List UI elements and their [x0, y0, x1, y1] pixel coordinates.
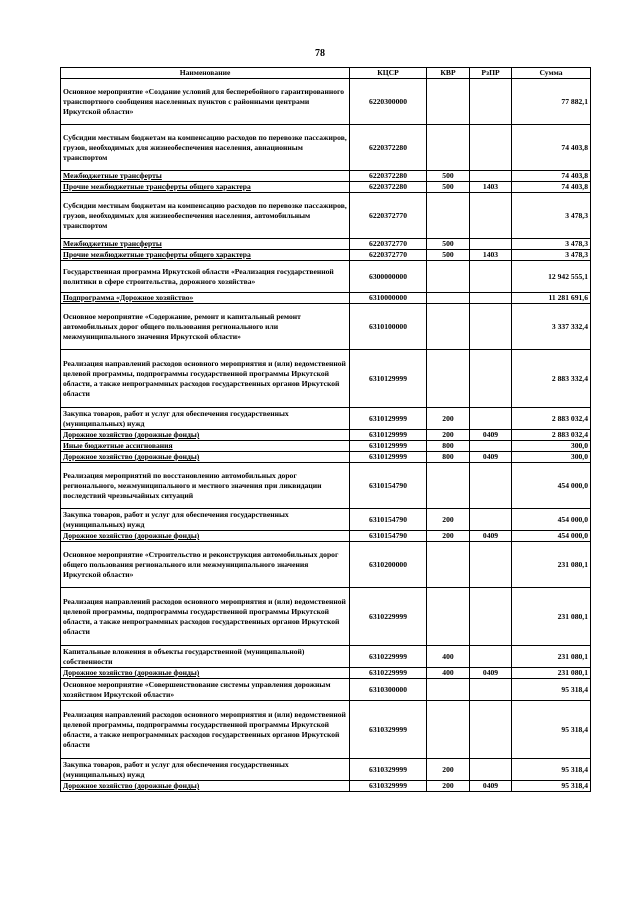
cell-sum: 12 942 555,1: [512, 261, 591, 293]
cell-rzpr: 0409: [470, 430, 512, 441]
cell-sum: 77 882,1: [512, 79, 591, 125]
table-row: [61, 171, 591, 182]
cell-sum: 300,0: [512, 452, 591, 463]
cell-kvr: [427, 125, 470, 171]
cell-name: [61, 239, 350, 250]
table-row: [61, 304, 591, 350]
cell-code: 6220372770: [350, 239, 427, 250]
header-name: Наименование: [61, 68, 350, 79]
cell-rzpr: 0409: [470, 531, 512, 542]
header-rzpr: РзПР: [470, 68, 512, 79]
header-kvr: КВР: [427, 68, 470, 79]
cell-kvr: 200: [427, 408, 470, 430]
cell-code: 6310329999: [350, 701, 427, 759]
cell-code: 6310154790: [350, 531, 427, 542]
cell-name: Основное мероприятие «Содержание, ремонт и капитальный ремонт автомобильных дорог общего пользования регионального или межмуниципального значения Иркутской области»: [61, 304, 350, 350]
table-row: [61, 125, 591, 171]
cell-name: Основное мероприятие «Строительство и реконструкция автомобильных дорог общего пользования регионального или межмуниципального значения Иркутской области»: [61, 542, 350, 588]
cell-code: 6220372280: [350, 182, 427, 193]
table-row: [61, 463, 591, 509]
cell-code: 6300000000: [350, 261, 427, 293]
cell-name-text: Прочие межбюджетные трансферты общего характера: [63, 250, 251, 259]
cell-kvr: 500: [427, 171, 470, 182]
table-row: [61, 679, 591, 701]
cell-code: 6310229999: [350, 588, 427, 646]
cell-name: [61, 668, 350, 679]
cell-code: 6310154790: [350, 463, 427, 509]
cell-name: Субсидии местным бюджетам на компенсацию расходов по перевозке пассажиров, грузов, необходимых для жизнеобеспечения населения, автомобильным транспортом: [61, 193, 350, 239]
cell-code: 6310129999: [350, 350, 427, 408]
cell-rzpr: [470, 171, 512, 182]
header-code: КЦСР: [350, 68, 427, 79]
cell-rzpr: [470, 350, 512, 408]
cell-rzpr: 1403: [470, 250, 512, 261]
cell-rzpr: [470, 463, 512, 509]
cell-name: Основное мероприятие «Совершенствование системы управления дорожным хозяйством Иркутской области»: [61, 679, 350, 701]
cell-sum: 95 318,4: [512, 781, 591, 792]
cell-rzpr: [470, 646, 512, 668]
cell-name: Реализация направлений расходов основного мероприятия и (или) ведомственной целевой программы, подпрограммы государственной программы Иркутской области, а также непрограммных расходов государственных органов Иркутской области: [61, 588, 350, 646]
cell-sum: 74 403,8: [512, 125, 591, 171]
page-number: 78: [315, 48, 325, 59]
table-row: [61, 293, 591, 304]
cell-code: 6310129999: [350, 408, 427, 430]
cell-rzpr: 0409: [470, 668, 512, 679]
cell-code: 6220372770: [350, 250, 427, 261]
cell-name: [61, 293, 350, 304]
cell-sum: 95 318,4: [512, 679, 591, 701]
cell-name: [61, 182, 350, 193]
cell-sum: 3 337 332,4: [512, 304, 591, 350]
cell-code: 6310329999: [350, 781, 427, 792]
cell-code: 6310229999: [350, 646, 427, 668]
cell-code: 6220372280: [350, 171, 427, 182]
cell-kvr: 500: [427, 250, 470, 261]
table-row: [61, 531, 591, 542]
cell-name-text: Дорожное хозяйство (дорожные фонды): [63, 430, 200, 439]
cell-code: 6310229999: [350, 668, 427, 679]
table-row: [61, 261, 591, 293]
cell-rzpr: [470, 193, 512, 239]
cell-sum: 454 000,0: [512, 531, 591, 542]
table-row: [61, 646, 591, 668]
cell-name: Субсидии местным бюджетам на компенсацию расходов по перевозке пассажиров, грузов, необходимых для жизнеобеспечения населения, авиационным транспортом: [61, 125, 350, 171]
cell-sum: 2 883 032,4: [512, 408, 591, 430]
cell-name-text: Дорожное хозяйство (дорожные фонды): [63, 452, 200, 461]
cell-rzpr: [470, 542, 512, 588]
cell-kvr: 400: [427, 668, 470, 679]
cell-rzpr: [470, 239, 512, 250]
cell-kvr: 200: [427, 531, 470, 542]
table-row: [61, 509, 591, 531]
cell-kvr: [427, 193, 470, 239]
table-row: [61, 430, 591, 441]
cell-rzpr: [470, 679, 512, 701]
cell-name: Реализация мероприятий по восстановлению автомобильных дорог регионального, межмуниципального и местного значения при ликвидации последствий чрезвычайных ситуаций: [61, 463, 350, 509]
cell-name: [61, 430, 350, 441]
cell-rzpr: [470, 509, 512, 531]
cell-name: Реализация направлений расходов основного мероприятия и (или) ведомственной целевой программы, подпрограммы государственной программы Иркутской области, а также непрограммных расходов государственных органов Иркутской области: [61, 701, 350, 759]
cell-kvr: [427, 293, 470, 304]
cell-rzpr: [470, 125, 512, 171]
table-row: [61, 701, 591, 759]
cell-name-text: Дорожное хозяйство (дорожные фонды): [63, 781, 200, 790]
cell-name: [61, 452, 350, 463]
cell-name: Закупка товаров, работ и услуг для обеспечения государственных (муниципальных) нужд: [61, 408, 350, 430]
table-row: [61, 668, 591, 679]
cell-sum: 2 883 032,4: [512, 430, 591, 441]
cell-code: 6310100000: [350, 304, 427, 350]
table-row: [61, 588, 591, 646]
cell-rzpr: [470, 261, 512, 293]
cell-sum: 454 000,0: [512, 463, 591, 509]
cell-rzpr: 1403: [470, 182, 512, 193]
table-row: [61, 250, 591, 261]
cell-kvr: [427, 701, 470, 759]
table-row: [61, 781, 591, 792]
cell-code: 6310200000: [350, 542, 427, 588]
table-row: [61, 79, 591, 125]
cell-kvr: [427, 588, 470, 646]
cell-sum: 74 403,8: [512, 182, 591, 193]
cell-code: 6310329999: [350, 759, 427, 781]
cell-name-text: Подпрограмма «Дорожное хозяйство»: [63, 293, 194, 302]
cell-rzpr: [470, 408, 512, 430]
cell-code: 6220372770: [350, 193, 427, 239]
cell-sum: 300,0: [512, 441, 591, 452]
cell-code: 6310000000: [350, 293, 427, 304]
cell-name: Государственная программа Иркутской области «Реализация государственной политики в сфере строительства, дорожного хозяйства»: [61, 261, 350, 293]
cell-code: 6310129999: [350, 441, 427, 452]
cell-kvr: [427, 79, 470, 125]
cell-name: [61, 171, 350, 182]
cell-kvr: [427, 463, 470, 509]
cell-kvr: 200: [427, 781, 470, 792]
cell-name: Закупка товаров, работ и услуг для обеспечения государственных (муниципальных) нужд: [61, 759, 350, 781]
table-row: [61, 239, 591, 250]
cell-sum: 231 080,1: [512, 588, 591, 646]
cell-sum: 3 478,3: [512, 193, 591, 239]
cell-sum: 95 318,4: [512, 759, 591, 781]
cell-sum: 3 478,3: [512, 239, 591, 250]
cell-kvr: 400: [427, 646, 470, 668]
table-row: [61, 542, 591, 588]
cell-name-text: Межбюджетные трансферты: [63, 239, 162, 248]
cell-name-text: Межбюджетные трансферты: [63, 171, 162, 180]
cell-sum: 3 478,3: [512, 250, 591, 261]
cell-kvr: 800: [427, 441, 470, 452]
cell-name-text: Дорожное хозяйство (дорожные фонды): [63, 668, 200, 677]
cell-name: Закупка товаров, работ и услуг для обеспечения государственных (муниципальных) нужд: [61, 509, 350, 531]
cell-sum: 74 403,8: [512, 171, 591, 182]
cell-name: Основное мероприятие «Создание условий для бесперебойного гарантированного транспортного сообщения населенных пунктов с районными центрами Иркутской области»: [61, 79, 350, 125]
table-row: [61, 182, 591, 193]
cell-kvr: 200: [427, 759, 470, 781]
cell-kvr: [427, 679, 470, 701]
cell-name-text: Дорожное хозяйство (дорожные фонды): [63, 531, 200, 540]
budget-table: [60, 67, 591, 792]
cell-kvr: 200: [427, 430, 470, 441]
cell-rzpr: 0409: [470, 781, 512, 792]
cell-name-text: Иные бюджетные ассигнования: [63, 441, 173, 450]
table-row: [61, 408, 591, 430]
table-row: [61, 193, 591, 239]
table-row: [61, 350, 591, 408]
table-row: [61, 759, 591, 781]
cell-code: 6220372280: [350, 125, 427, 171]
cell-rzpr: 0409: [470, 452, 512, 463]
table-row: [61, 441, 591, 452]
cell-name: [61, 441, 350, 452]
cell-name: Реализация направлений расходов основного мероприятия и (или) ведомственной целевой программы, подпрограммы государственной программы Иркутской области, а также непрограммных расходов государственных органов Иркутской области: [61, 350, 350, 408]
cell-kvr: 500: [427, 182, 470, 193]
cell-code: 6310154790: [350, 509, 427, 531]
cell-rzpr: [470, 588, 512, 646]
cell-kvr: [427, 350, 470, 408]
header-sum: Сумма: [512, 68, 591, 79]
cell-code: 6220300000: [350, 79, 427, 125]
table-header-row: [61, 68, 591, 79]
cell-code: 6310300000: [350, 679, 427, 701]
cell-name-text: Прочие межбюджетные трансферты общего характера: [63, 182, 251, 191]
cell-rzpr: [470, 293, 512, 304]
table-row: [61, 452, 591, 463]
cell-sum: 231 080,1: [512, 542, 591, 588]
cell-kvr: [427, 261, 470, 293]
cell-rzpr: [470, 304, 512, 350]
cell-rzpr: [470, 79, 512, 125]
cell-rzpr: [470, 441, 512, 452]
cell-sum: 2 883 332,4: [512, 350, 591, 408]
cell-code: 6310129999: [350, 430, 427, 441]
cell-sum: 95 318,4: [512, 701, 591, 759]
cell-name: [61, 781, 350, 792]
cell-kvr: 200: [427, 509, 470, 531]
cell-kvr: 800: [427, 452, 470, 463]
cell-name: [61, 531, 350, 542]
cell-sum: 454 000,0: [512, 509, 591, 531]
cell-sum: 231 080,1: [512, 646, 591, 668]
cell-name: Капитальные вложения в объекты государственной (муниципальной) собственности: [61, 646, 350, 668]
cell-kvr: [427, 542, 470, 588]
cell-kvr: [427, 304, 470, 350]
cell-sum: 231 080,1: [512, 668, 591, 679]
cell-rzpr: [470, 759, 512, 781]
cell-kvr: 500: [427, 239, 470, 250]
cell-rzpr: [470, 701, 512, 759]
table-body: [61, 79, 591, 792]
cell-sum: 11 281 691,6: [512, 293, 591, 304]
cell-code: 6310129999: [350, 452, 427, 463]
cell-name: [61, 250, 350, 261]
